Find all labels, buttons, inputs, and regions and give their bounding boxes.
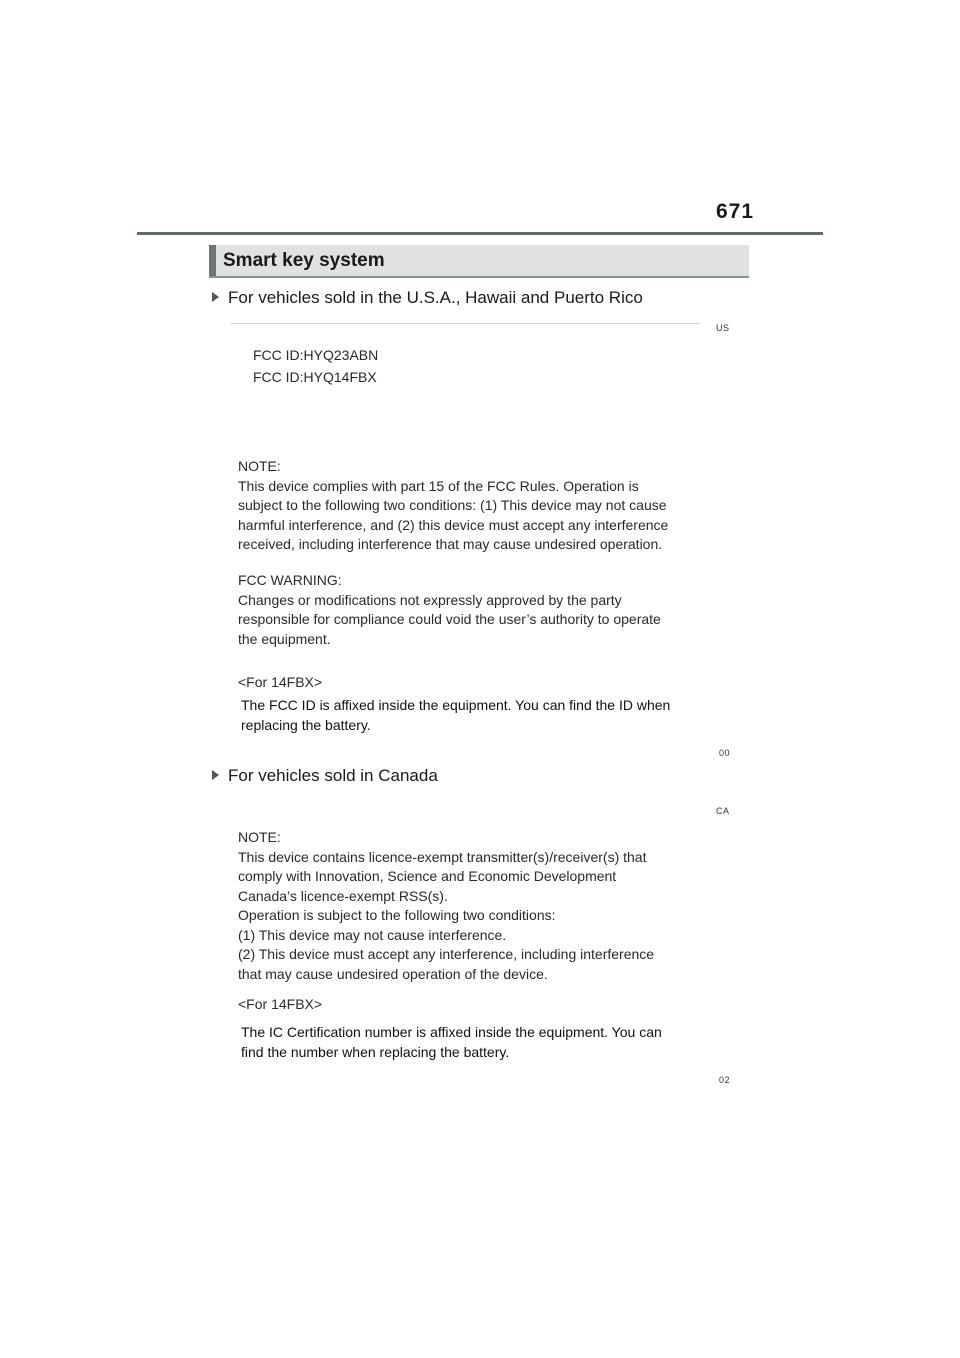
ca-note [238,828,654,984]
header-divider [137,232,823,235]
note-line: that may cause undesired operation of the device. [238,965,548,982]
note-line: subject to the following two conditions: (1) This device may not cause [238,497,667,513]
for-line: The FCC ID is affixed inside the equipment. You can find the ID when [241,697,671,713]
page-number: 671 [716,200,755,223]
section-header [209,245,749,278]
fcc-id-line: FCC ID:HYQ14FBX [253,368,377,385]
note-line: (1) This device may not cause interference. [238,926,507,943]
note-line: comply with Innovation, Science and Economic Development [238,868,617,884]
for-line: find the number when replacing the battery. [241,1044,510,1060]
fcc-id-line: FCC ID:HYQ23ABN [253,347,379,363]
note-line: harmful interference, and (2) this device must accept any interference [238,516,669,533]
fcc-id-list [253,346,378,387]
us-for-text [241,695,670,735]
note-label: NOTE: [238,829,281,845]
us-heading [212,288,643,308]
ca-heading [212,766,438,786]
ca-for-label: <For 14FBX> [238,996,323,1012]
ca-heading-text: For vehicles sold in Canada [228,766,438,785]
warning-line: Changes or modifications not expressly approved by the party [238,591,622,608]
ca-for-text [241,1022,662,1062]
note-label: NOTE: [238,458,281,474]
triangle-bullet-icon [212,292,219,302]
for-line: The IC Certification number is affixed inside the equipment. You can [241,1024,662,1040]
section-header-accent-bar [209,245,216,276]
us-region-code: US [716,323,730,333]
us-heading-text: For vehicles sold in the U.S.A., Hawaii and Puerto Rico [228,288,643,307]
note-line: Canada’s licence-exempt RSS(s). [238,887,448,904]
warning-line: the equipment. [238,630,331,647]
us-image-code: 00 [719,748,731,758]
us-for-label: <For 14FBX> [238,674,323,690]
ca-image-code: 02 [719,1075,731,1085]
warning-label: FCC WARNING: [238,572,342,588]
warning-line: responsible for compliance could void the user’s authority to operate [238,611,661,627]
note-line: This device complies with part 15 of the FCC Rules. Operation is [238,477,639,494]
us-note [238,457,668,555]
note-line: received, including interference that may cause undesired operation. [238,536,663,552]
note-line: (2) This device must accept any interference, including interference [238,946,655,962]
us-label-divider [230,323,700,324]
us-warning [238,571,661,649]
triangle-bullet-icon [212,770,219,780]
note-line: Operation is subject to the following two conditions: [238,907,556,923]
note-line: This device contains licence-exempt transmitter(s)/receiver(s) that [238,848,647,865]
for-line: replacing the battery. [241,717,371,733]
section-title: Smart key system [223,250,385,271]
ca-region-code: CA [716,806,730,816]
